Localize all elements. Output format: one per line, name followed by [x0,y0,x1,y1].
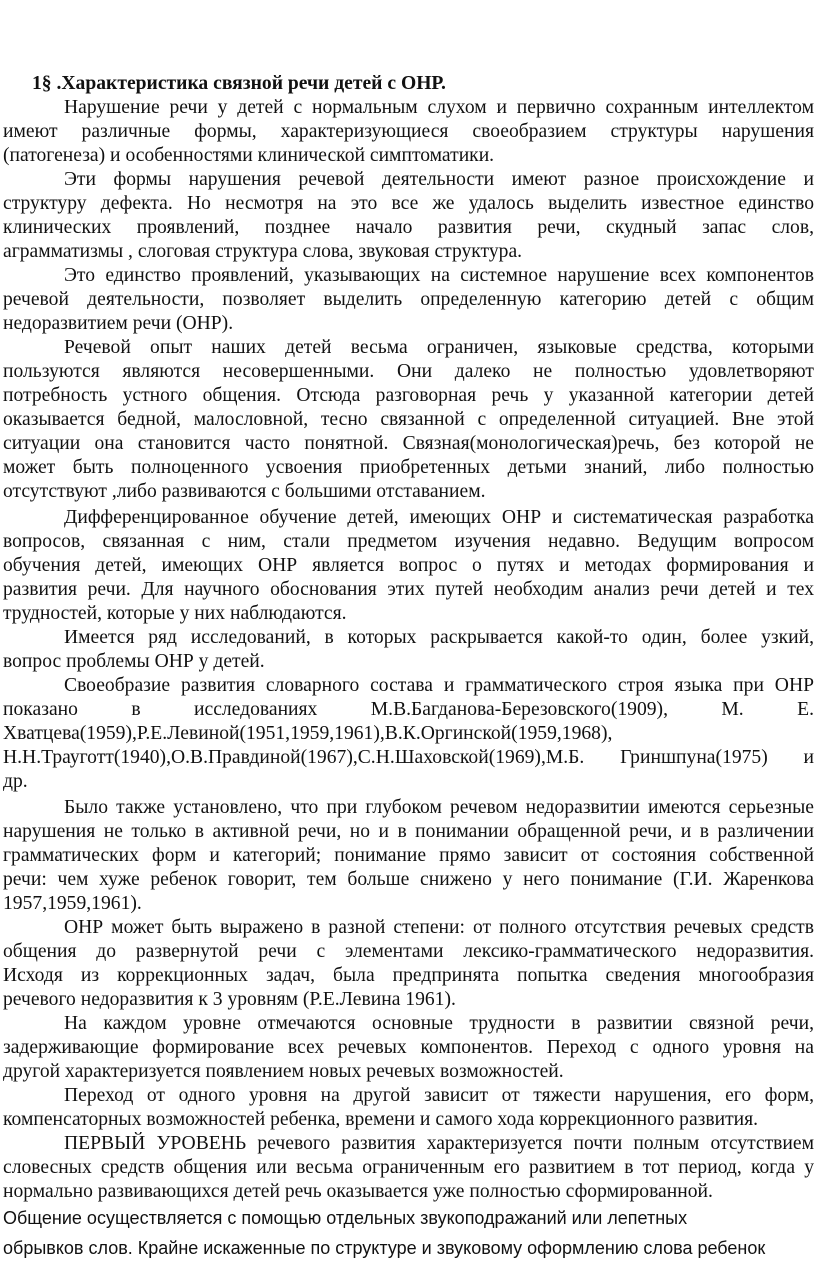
text-line: речи: чем хуже ребенок говорит, тем больше снижено у него понимание (Г.И. Жаренкова [3,869,814,890]
text-line: ПЕРВЫЙ УРОВЕНЬ речевого развития характеризуется почти полным отсутствием [64,1133,814,1154]
text-line: Имеется ряд исследований, в которых раскрывается какой-то один, более узкий, [64,627,814,648]
text-line: общения до развернутой речи с элементами лексико-грамматического недоразвития. [3,941,814,962]
text-line: клинических проявлений, позднее начало развития речи, скудный запас слов, [3,217,814,238]
text-line: Нарушение речи у детей с нормальным слухом и первично сохранным интеллектом [64,97,814,118]
text-line: др. [3,771,28,792]
text-line: структуру дефекта. Но несмотря на это все же удалось выделить известное единство [3,193,814,214]
text-line: обучения детей, имеющих ОНР является вопрос о путях и методах формирования и [3,555,814,576]
text-line: Было также установлено, что при глубоком речевом недоразвитии имеются серьезные [64,797,814,818]
text-line: Своеобразие развития словарного состава и грамматического строя языка при ОНР [64,675,814,696]
text-line: нормально развивающихся детей речь оказывается уже полностью сформированной. [3,1181,713,1202]
text-line: Эти формы нарушения речевой деятельности имеют разное происхождение и [64,169,814,190]
text-line: потребность устного общения. Отсюда разговорная речь у указанной категории детей [3,385,814,406]
text-line: задерживающие формирование всех речевых компонентов. Переход с одного уровня на [3,1037,814,1058]
text-line: Это единство проявлений, указывающих на системное нарушение всех компонентов [64,265,814,286]
text-line: оказывается бедной, малословной, тесно связанной с определенной ситуацией. Вне этой [3,409,814,430]
text-line: грамматических форм и категорий; понимание прямо зависит от состояния собственной [3,845,814,866]
text-line: словесных средств общения или весьма ограниченным его развитием в тот период, когда у [3,1157,814,1178]
text-line: вопрос проблемы ОНР у детей. [3,651,265,672]
text-line: аграмматизмы , слоговая структура слова, звуковая структура. [3,241,523,262]
text-line: имеют различные формы, характеризующиеся своеобразием структуры нарушения [3,121,814,142]
text-line: трудностей, которые у них наблюдаются. [3,603,347,624]
text-line: Хватцева(1959),Р.Е.Левиной(1951,1959,1961),В.К.Оргинской(1959,1968), [3,723,613,744]
text-line: развития речи. Для научного обоснования этих путей необходим анализ речи детей и тех [3,579,814,600]
text-line: недоразвитием речи (ОНР). [3,313,234,334]
text-line: компенсаторных возможностей ребенка, времени и самого хода коррекционного развития. [3,1109,759,1130]
text-line: Дифференцированное обучение детей, имеющих ОНР и систематическая разработка [64,507,814,528]
text-line: может быть полноценного усвоения приобретенных детьми знаний, либо полностью [3,457,814,478]
text-line: 1957,1959,1961). [3,893,142,914]
text-line: Общение осуществляется с помощью отдельных звукоподражаний или лепетных [3,1208,688,1228]
text-line: речевого недоразвития к 3 уровням (Р.Е.Левина 1961). [3,989,456,1010]
text-line: показано в исследованиях М.В.Багданова-Березовского(1909), М. Е. [3,699,814,720]
text-line: нарушения не только в активной речи, но и в понимании обращенной речи, и в различении [3,821,814,842]
text-line: Н.Н.Трауготт(1940),О.В.Правдиной(1967),С.Н.Шаховской(1969),М.Б. Гриншпуна(1975) и [3,747,814,768]
text-line: отсутствуют ,либо развиваются с большими отставанием. [3,481,486,502]
text-line: другой характеризуется появлением новых речевых возможностей. [3,1061,564,1082]
text-line: Переход от одного уровня на другой зависит от тяжести нарушения, его форм, [64,1085,814,1106]
text-line: ситуации она становится часто понятной. Связная(монологическая)речь, без которой не [3,433,814,454]
text-line: речевой деятельности, позволяет выделить определенную категорию детей с общим [3,289,814,310]
text-line: Речевой опыт наших детей весьма ограничен, языковые средства, которыми [64,337,814,358]
text-line: обрывков слов. Крайне искаженные по структуре и звуковому оформлению слова ребенок [3,1238,766,1258]
text-line: (патогенеза) и особенностями клинической симптоматики. [3,145,495,166]
text-line: пользуются являются несовершенными. Они далеко не полностью удовлетворяют [3,361,814,382]
text-line: ОНР может быть выражено в разной степени: от полного отсутствия речевых средств [64,917,814,938]
text-line: Исходя из коррекционных задач, была предпринята попытка сведения многообразия [3,965,814,986]
text-line: вопросов, связанная с ним, стали предметом изучения недавно. Ведущим вопросом [3,531,814,552]
section-heading: 1§ .Характеристика связной речи детей с ОНР. [32,73,446,94]
text-line: На каждом уровне отмечаются основные трудности в развитии связной речи, [64,1013,814,1034]
